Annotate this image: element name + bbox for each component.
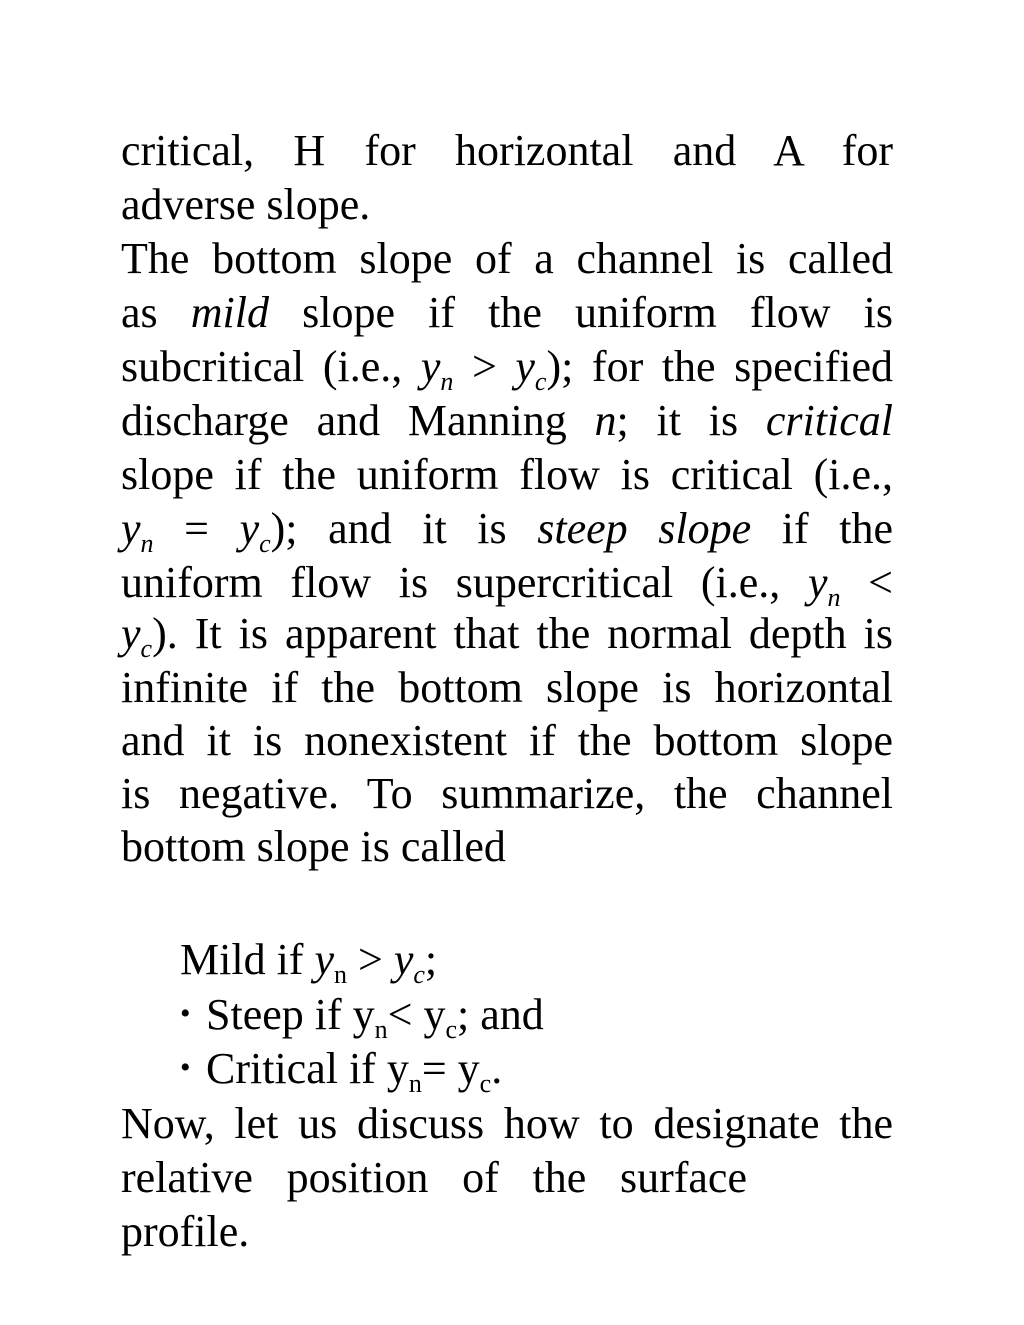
text-line (121, 820, 893, 874)
variable-y: y (515, 342, 535, 391)
subscript-n: n (333, 960, 347, 989)
text-span: Mild if (180, 935, 315, 984)
text-span: > (346, 935, 394, 984)
italic-term-mild: mild (190, 288, 270, 337)
text-span: Now, let us discuss how to designate the (121, 1099, 893, 1148)
variable-y: y (807, 558, 828, 607)
text-line (121, 1205, 893, 1259)
bullet-icon: • (180, 1051, 191, 1084)
text-span: < (840, 558, 893, 607)
text-span: as (121, 288, 191, 337)
subscript-c: c (479, 1069, 492, 1098)
text-span: The bottom slope of a channel is called (121, 234, 893, 283)
variable-y: y (314, 935, 334, 984)
italic-term-steep-slope: steep slope (537, 504, 752, 553)
text-span: uniform flow is supercritical (i.e., (121, 558, 808, 607)
text-line (121, 124, 893, 178)
variable-y: y (121, 609, 141, 658)
variable-y: y (239, 504, 260, 553)
list-item-mild (180, 933, 437, 987)
text-span: profile. (121, 1207, 250, 1256)
text-span: bottom slope is called (121, 822, 506, 871)
text-span: ); for the specified (546, 342, 893, 391)
variable-n: n (594, 396, 617, 445)
text-span: critical, H for horizontal and A for (121, 126, 893, 175)
text-line (121, 502, 893, 556)
text-span: slope if the uniform flow is critical (i.e., (121, 450, 893, 499)
text-span: adverse slope. (121, 180, 371, 229)
text-span: ; (424, 935, 438, 984)
text-line (121, 448, 893, 502)
text-line (121, 286, 893, 340)
italic-term-critical: critical (765, 396, 893, 445)
text-line (121, 556, 893, 610)
text-span: . (491, 1044, 503, 1093)
text-span: discharge and Manning (121, 396, 595, 445)
bullet-icon: • (180, 997, 191, 1030)
subscript-n: n (140, 529, 154, 558)
text-span: ; and (457, 990, 544, 1039)
text-span: ; it is (616, 396, 766, 445)
variable-y: y (420, 342, 441, 391)
text-span: ); and it is (270, 504, 538, 553)
text-line (121, 340, 893, 394)
list-item-critical (180, 1041, 502, 1096)
text-span: and it is nonexistent if the bottom slope (121, 716, 893, 765)
text-line (121, 767, 893, 821)
text-line (121, 714, 893, 768)
text-span: Steep if y (206, 990, 375, 1039)
subscript-c: c (140, 634, 153, 663)
subscript-c: c (413, 960, 425, 989)
text-line (121, 232, 893, 286)
text-line (121, 1151, 747, 1205)
variable-y: y (121, 504, 141, 553)
text-span: if the (751, 504, 893, 553)
subscript-n: n (374, 1015, 388, 1044)
subscript-n: n (408, 1069, 422, 1098)
text-span: ). It is apparent that the normal depth is (152, 609, 893, 658)
text-span: slope if the uniform flow is (269, 288, 894, 337)
text-line (121, 178, 893, 232)
list-item-steep (180, 987, 544, 1042)
text-span: = y (421, 1044, 480, 1093)
subscript-c: c (534, 367, 547, 396)
text-line (121, 607, 893, 661)
text-line (121, 661, 893, 715)
variable-y: y (393, 935, 414, 984)
text-span: subcritical (i.e., (121, 342, 421, 391)
text-line (121, 394, 893, 448)
subscript-n: n (827, 583, 841, 612)
text-line (121, 1097, 893, 1151)
text-span: = (153, 504, 240, 553)
subscript-n: n (440, 367, 454, 396)
text-span: Critical if y (206, 1044, 409, 1093)
subscript-c: c (445, 1015, 458, 1044)
text-span: infinite if the bottom slope is horizontal (121, 663, 893, 712)
subscript-c: c (259, 529, 271, 558)
text-span: is negative. To summarize, the channel (121, 769, 893, 818)
text-span: < y (387, 990, 446, 1039)
text-span: > (453, 342, 516, 391)
text-span: relative position of the surface (121, 1153, 747, 1202)
